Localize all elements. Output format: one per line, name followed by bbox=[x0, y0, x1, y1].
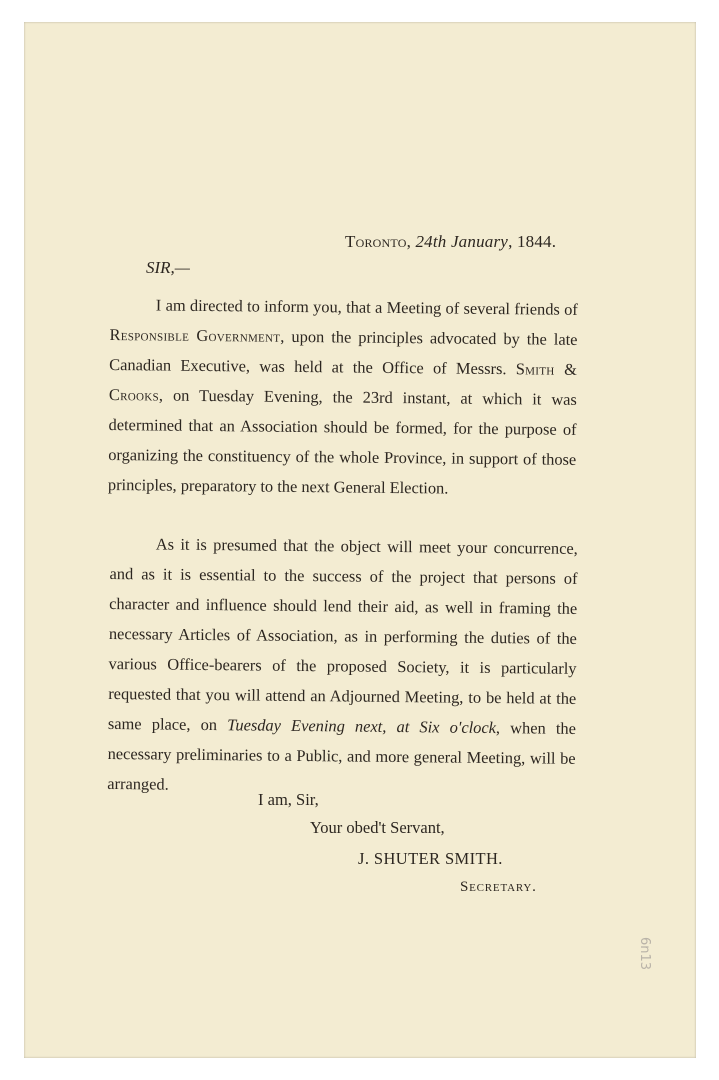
closing-line-2: Your obed't Servant, bbox=[310, 818, 445, 837]
signature-title: Secretary. bbox=[460, 879, 537, 895]
closing-line-1: I am, Sir, bbox=[258, 790, 319, 809]
letter-page bbox=[24, 22, 696, 1058]
signature: J. SHUTER SMITH. bbox=[358, 849, 503, 868]
paragraph-2-part-a: As it is presumed that the object will meet your concurrence, and as it is essential to the success of the project that persons of character and influence should lend their aid, as well in framing the necessary Articles of Association, as in performing the duties of the various Office-bearers of the proposed Society, it is particularly requested that you will attend an Adjourned Meeting, to be held at the same place, on bbox=[107, 534, 578, 735]
meeting-time: Tuesday Evening next, at Six o'clock bbox=[227, 715, 497, 738]
paragraph-2 bbox=[107, 529, 578, 804]
dateline-year: , 1844. bbox=[508, 232, 557, 251]
dateline-date: 24th January bbox=[415, 232, 509, 251]
paragraph-1-part-a: I am directed to inform you, that a Meeting of several friends of bbox=[155, 295, 578, 319]
dateline bbox=[345, 232, 556, 252]
firm-name: Smith & Crooks bbox=[108, 359, 578, 405]
responsible-government-text: Responsible Government bbox=[109, 324, 281, 346]
dateline-place: Toronto, bbox=[345, 232, 412, 251]
paragraph-1 bbox=[108, 290, 578, 505]
salutation: SIR,— bbox=[146, 258, 190, 277]
paragraph-1-part-b: , upon the principles advocated by the late Canadian Executive, was held at the Office of Messrs. bbox=[109, 326, 578, 379]
paragraph-2-part-b: , when the necessary preliminaries to a Public, and more general Meeting, will be arranged. bbox=[107, 718, 577, 794]
paragraph-1-part-c: , on Tuesday Evening, the 23rd instant, at which it was determined that an Association should be formed, for the purpose of organizing the constituency of the whole Province, in support of those principles, preparatory to the next General Election. bbox=[107, 385, 577, 498]
pencil-annotation: 6n13 bbox=[637, 937, 652, 971]
